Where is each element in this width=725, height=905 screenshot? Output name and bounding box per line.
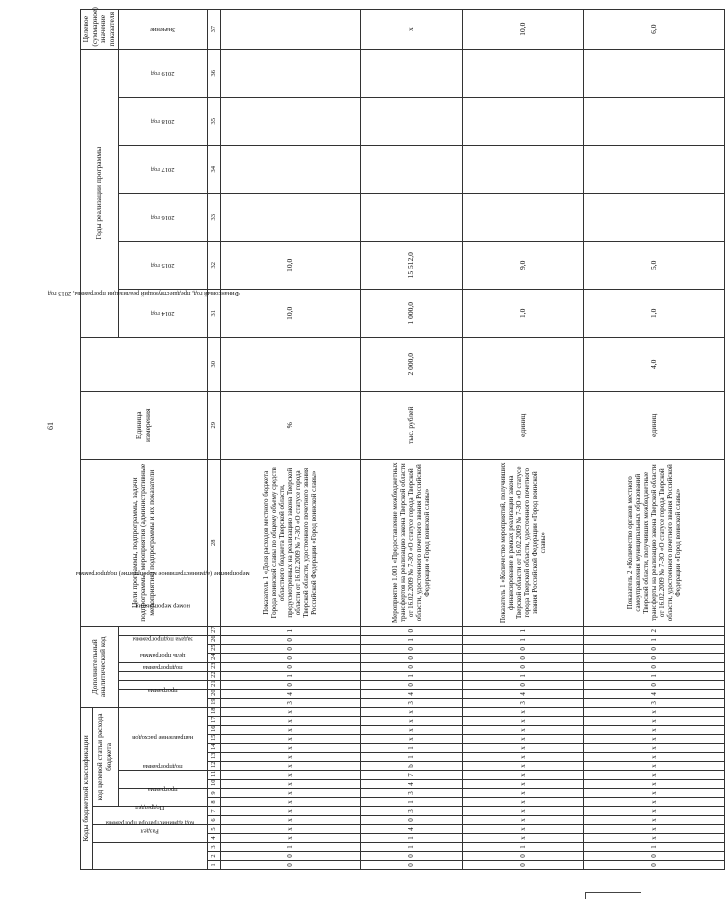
code-cell: 0 — [463, 644, 584, 653]
unit-header: Единица измерения — [81, 391, 208, 459]
target-value: 6,0 — [584, 9, 724, 49]
unit-cell: % — [220, 391, 360, 459]
code-cell: 0 — [463, 653, 584, 662]
column-number: 8 — [207, 798, 220, 807]
code-cell: x — [463, 807, 584, 816]
code-cell: 1 — [360, 834, 462, 843]
target-value — [220, 9, 360, 49]
code-cell: x — [584, 816, 724, 825]
year-value: 1,0 — [463, 289, 584, 337]
year-value: 1 000,0 — [360, 289, 462, 337]
page-number: 61 — [46, 422, 55, 430]
code-cell: x — [463, 798, 584, 807]
year-value: 1,0 — [584, 289, 724, 337]
code-cell: 4 — [360, 780, 462, 789]
year-header-2019: 2019 год — [118, 49, 207, 97]
subprogram-header: подпрограмма — [118, 771, 207, 789]
code-cell: 0 — [584, 680, 724, 689]
year-value — [360, 145, 462, 193]
code-cell: 1 — [463, 843, 584, 852]
code-cell: 0 — [584, 644, 724, 653]
an-event-header: мероприятие (административное мероприятие) подпрограммы — [118, 635, 207, 662]
code-cell: x — [463, 717, 584, 726]
year-value: 10,0 — [220, 289, 360, 337]
indicator-text: Мероприятие 1.001 «Предоставление межбюджетных трансфертов на реализацию закона Тверской области от 16.02.2009 № 7-ЗО «О статусе города Тверской области, удостоенного почетного звания Российской Федерации «Город воинской славы» — [360, 459, 462, 626]
code-cell: x — [360, 717, 462, 726]
code-cell: 0 — [360, 662, 462, 671]
year-value — [463, 49, 584, 97]
code-cell: x — [584, 735, 724, 744]
table-row — [360, 9, 462, 869]
code-cell: 1 — [463, 626, 584, 635]
code-cell: x — [220, 789, 360, 798]
table-row — [463, 9, 584, 869]
code-cell: 4 — [360, 689, 462, 698]
analytic-code-header: Дополнительный аналитический код — [81, 626, 119, 707]
subsection-header: Подраздел — [92, 807, 207, 825]
an-subprogram-header: подпрограмма — [118, 680, 207, 689]
base-year-value — [463, 337, 584, 391]
column-number: 26 — [207, 635, 220, 644]
column-number: 35 — [207, 97, 220, 145]
code-cell: 2 — [584, 626, 724, 635]
code-cell: x — [463, 834, 584, 843]
unit-cell: единиц — [463, 391, 584, 459]
year-value — [360, 97, 462, 145]
year-value — [360, 49, 462, 97]
year-value: 10,0 — [220, 241, 360, 289]
year-value — [360, 193, 462, 241]
code-cell: x — [584, 807, 724, 816]
code-cell: 3 — [220, 698, 360, 707]
code-cell: 4 — [220, 689, 360, 698]
year-value — [584, 49, 724, 97]
an-goal-header: цель программы — [118, 671, 207, 680]
next-page-edge — [585, 892, 641, 899]
code-cell: x — [220, 744, 360, 753]
code-cell: x — [584, 717, 724, 726]
code-cell: x — [220, 726, 360, 735]
column-number: 28 — [207, 459, 220, 626]
column-number: 9 — [207, 789, 220, 798]
code-cell: 1 — [360, 843, 462, 852]
unit-cell: единиц — [584, 391, 724, 459]
column-number: 14 — [207, 744, 220, 753]
code-cell: 3 — [360, 789, 462, 798]
code-cell: 1 — [220, 626, 360, 635]
code-cell: 0 — [584, 852, 724, 861]
years-group-header: Годы реализации программы — [81, 49, 119, 337]
code-cell: x — [220, 834, 360, 843]
code-cell: x — [463, 707, 584, 716]
year-header-2014: 2014 год — [118, 289, 207, 337]
column-number: 2 — [207, 852, 220, 861]
year-value — [463, 145, 584, 193]
code-cell: 4 — [584, 689, 724, 698]
code-cell: 0 — [220, 680, 360, 689]
column-number: 22 — [207, 671, 220, 680]
indicator-text: Показатель 1 «Количество мероприятий, получивших финансирование в рамках реализации закона Тверской области от 16.02.2009 № 7-ЗО «О статусе города Тверской области, удостоенного почетного звания Российской Федерации «Город воинской славы» — [463, 459, 584, 626]
code-cell: 4 — [360, 825, 462, 834]
indicator-text: Показатель 1 «Доля расходов местного бюджета Города воинской славы по общему объему средств областного бюджета Тверской области, предусмотренных на реализацию закона Тверской области от 16.02.2009 № 7-ЗО «О статусе города Тверской области, удостоенного почетного звания Российской Федерации «Город воинской славы» — [220, 459, 360, 626]
code-cell: 1 — [584, 671, 724, 680]
code-cell: 1 — [360, 753, 462, 762]
code-cell: x — [360, 707, 462, 716]
code-cell: 4 — [463, 689, 584, 698]
year-header-2015: 2015 год — [118, 241, 207, 289]
column-number: 15 — [207, 735, 220, 744]
target-value-header: Значение — [118, 9, 207, 49]
code-cell: x — [220, 735, 360, 744]
code-cell: 0 — [360, 680, 462, 689]
column-number: 1 — [207, 861, 220, 870]
target-value: 10,0 — [463, 9, 584, 49]
code-cell: x — [220, 816, 360, 825]
column-number: 17 — [207, 717, 220, 726]
code-cell: x — [220, 717, 360, 726]
code-cell: x — [463, 816, 584, 825]
code-cell: x — [584, 744, 724, 753]
code-cell: 0 — [584, 662, 724, 671]
column-number: 13 — [207, 753, 220, 762]
code-cell: 3 — [463, 698, 584, 707]
budget-codes-header: Коды бюджетной классификации — [81, 707, 93, 869]
year-value — [220, 145, 360, 193]
program-table — [48, 7, 725, 870]
code-cell: x — [220, 807, 360, 816]
code-cell: x — [463, 825, 584, 834]
year-value: 15 512,0 — [360, 241, 462, 289]
target-value: x — [360, 9, 462, 49]
year-header-2016: 2016 год — [118, 193, 207, 241]
direction-header: направление расходов — [118, 707, 207, 770]
column-number: 10 — [207, 780, 220, 789]
fin-year-header: Финансовый год, предшествующий реализации программы, 2013 год — [81, 337, 208, 391]
section-header: Раздел — [92, 825, 207, 843]
code-cell: x — [220, 762, 360, 771]
table-row — [220, 9, 360, 869]
code-cell: 0 — [360, 861, 462, 870]
code-cell: 0 — [220, 653, 360, 662]
code-cell: x — [584, 825, 724, 834]
column-number: 33 — [207, 193, 220, 241]
unit-cell: тыс. рублей — [360, 391, 462, 459]
column-number: 36 — [207, 49, 220, 97]
column-number: 21 — [207, 680, 220, 689]
column-number: 19 — [207, 698, 220, 707]
column-number: 29 — [207, 391, 220, 459]
column-number: 34 — [207, 145, 220, 193]
table-row — [584, 9, 724, 869]
code-cell: 3 — [584, 698, 724, 707]
code-cell: 0 — [360, 644, 462, 653]
code-cell: x — [463, 762, 584, 771]
code-cell: 0 — [463, 861, 584, 870]
an-task-header: задача подпрограммы — [118, 662, 207, 671]
column-number: 23 — [207, 662, 220, 671]
code-cell: 0 — [463, 680, 584, 689]
code-cell: x — [584, 834, 724, 843]
year-value — [220, 97, 360, 145]
code-cell: x — [463, 771, 584, 780]
code-cell: x — [463, 780, 584, 789]
goals-header: Цели программы, подпрограммы, задачи подпрограммы, мероприятия (административные мероприятия) подпрограммы и их показатели — [81, 459, 208, 626]
code-cell: x — [360, 726, 462, 735]
code-cell: 1 — [360, 744, 462, 753]
code-cell: x — [584, 762, 724, 771]
code-cell: 1 — [584, 843, 724, 852]
code-cell: 3 — [360, 807, 462, 816]
column-number: 12 — [207, 762, 220, 771]
code-cell: x — [220, 753, 360, 762]
an-program-header: программа — [118, 689, 207, 707]
year-value — [220, 193, 360, 241]
code-cell: x — [584, 753, 724, 762]
code-cell: x — [220, 798, 360, 807]
code-cell: 0 — [220, 861, 360, 870]
code-cell: x — [220, 771, 360, 780]
year-header-2017: 2017 год — [118, 145, 207, 193]
code-cell: x — [220, 780, 360, 789]
target-article-header: код целевой статьи расхода бюджета — [92, 707, 118, 806]
code-cell: x — [584, 789, 724, 798]
year-value — [584, 145, 724, 193]
code-cell: x — [463, 744, 584, 753]
admin-code-header: код администратора программы — [92, 843, 207, 870]
column-number: 5 — [207, 825, 220, 834]
code-cell: 0 — [220, 852, 360, 861]
an-event-no-header: номер мероприятия — [118, 626, 207, 635]
year-value — [584, 193, 724, 241]
column-number: 3 — [207, 843, 220, 852]
code-cell: x — [220, 707, 360, 716]
column-number: 31 — [207, 289, 220, 337]
column-number: 32 — [207, 241, 220, 289]
column-number: 27 — [207, 626, 220, 635]
code-cell: x — [463, 789, 584, 798]
column-number: 24 — [207, 653, 220, 662]
base-year-value: 4,0 — [584, 337, 724, 391]
column-number: 20 — [207, 689, 220, 698]
code-cell: 0 — [220, 662, 360, 671]
column-number: 25 — [207, 644, 220, 653]
code-cell: 0 — [360, 852, 462, 861]
year-value — [463, 193, 584, 241]
column-number: 18 — [207, 707, 220, 716]
code-cell: x — [360, 735, 462, 744]
code-cell: 0 — [584, 861, 724, 870]
program-header: программа — [118, 789, 207, 807]
code-cell: 1 — [220, 843, 360, 852]
code-cell: 1 — [463, 635, 584, 644]
code-cell: x — [220, 825, 360, 834]
code-cell: 0 — [584, 653, 724, 662]
code-cell: 1 — [584, 635, 724, 644]
indicator-text: Показатель 2 «Количество органов местного самоуправления муниципальных образований Тверской области, получивших межбюджетные трансферты на реализацию закона Тверской области от 16.02.2009 № 7-ЗО «О статусе города Тверской области, удостоенного почетного звания Российской Федерации «Город воинской славы» — [584, 459, 724, 626]
column-numbers-row — [207, 9, 220, 869]
column-number: 6 — [207, 816, 220, 825]
year-value — [463, 97, 584, 145]
code-cell: b — [360, 762, 462, 771]
code-cell: x — [584, 780, 724, 789]
column-number: 7 — [207, 807, 220, 816]
code-cell: 1 — [220, 671, 360, 680]
year-header-2018: 2018 год — [118, 97, 207, 145]
code-cell: x — [463, 735, 584, 744]
code-cell: 0 — [360, 653, 462, 662]
code-cell: 1 — [360, 798, 462, 807]
column-number: 30 — [207, 337, 220, 391]
code-cell: 0 — [463, 662, 584, 671]
code-cell: 0 — [463, 852, 584, 861]
code-cell: x — [463, 726, 584, 735]
target-group-header: Целевое (суммарное) значение показателя — [81, 9, 119, 49]
code-cell: x — [584, 798, 724, 807]
code-cell: x — [584, 707, 724, 716]
column-number: 4 — [207, 834, 220, 843]
code-cell: x — [463, 753, 584, 762]
base-year-value: 2 000,0 — [360, 337, 462, 391]
code-cell: 1 — [360, 671, 462, 680]
code-cell: x — [584, 726, 724, 735]
code-cell: 1 — [360, 635, 462, 644]
code-cell: 0 — [220, 635, 360, 644]
code-cell: 0 — [220, 644, 360, 653]
code-cell: 0 — [360, 816, 462, 825]
column-number: 16 — [207, 726, 220, 735]
column-number: 37 — [207, 9, 220, 49]
code-cell: 7 — [360, 771, 462, 780]
program-rows — [220, 9, 724, 869]
year-value: 5,0 — [584, 241, 724, 289]
code-cell: 0 — [360, 626, 462, 635]
year-value: 9,0 — [463, 241, 584, 289]
year-value — [584, 97, 724, 145]
base-year-value — [220, 337, 360, 391]
code-cell: 3 — [360, 698, 462, 707]
year-value — [220, 49, 360, 97]
code-cell: 1 — [463, 671, 584, 680]
column-number: 11 — [207, 771, 220, 780]
code-cell: x — [584, 771, 724, 780]
rotated-page — [48, 7, 683, 870]
